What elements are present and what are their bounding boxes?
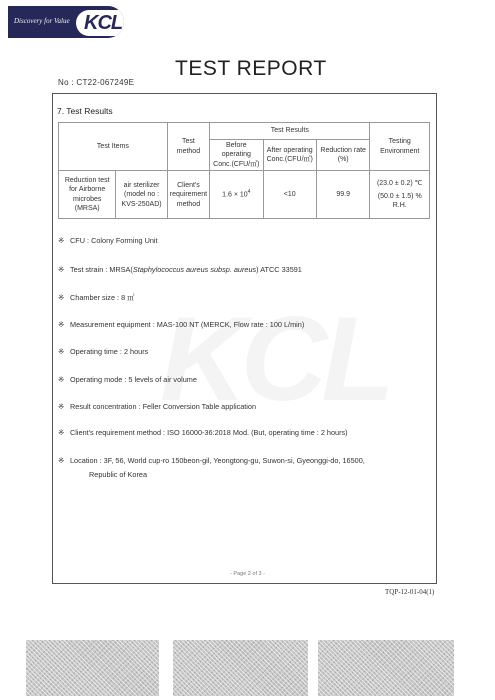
note-cfu [58, 236, 158, 245]
strain-species: Staphylococcus aureus subsp. aureus [132, 265, 257, 274]
note-bullet: ※ [58, 347, 65, 356]
cell-method: Client's requirement method [167, 171, 209, 219]
security-pattern-right [318, 640, 454, 696]
header-test-items: Test Items [59, 123, 168, 171]
note-result-concentration [58, 402, 256, 411]
report-title: TEST REPORT [175, 57, 327, 80]
logo-slogan: Discovery for Value [14, 17, 70, 25]
note-text: Operating time : 2 hours [70, 347, 149, 356]
note-bullet: ※ [58, 265, 65, 274]
note-operating-mode [58, 375, 197, 384]
note-bullet: ※ [58, 293, 65, 302]
logo-text: KCL [84, 12, 123, 34]
note-bullet: ※ [58, 456, 65, 465]
note-client-method [58, 428, 348, 437]
header-testing-environment: Testing Environment [370, 123, 430, 171]
header-before-operating: Before operating Conc.(CFU/㎥) [210, 140, 263, 171]
before-conc-base: 1.6 × 10 [222, 191, 248, 199]
note-text: Location : 3F, 56, World cup-ro 150beon-gil, Yeongtong-gu, Suwon-si, Gyeonggi-do, 16500, [70, 456, 365, 465]
note-text: Measurement equipment : MAS-100 NT (MERCK, Flow rate : 100 L/min) [70, 320, 305, 329]
note-text-line2: Republic of Korea [89, 470, 148, 479]
cell-sample: air sterilizer (model no : KVS-250AD) [116, 171, 167, 219]
note-chamber-size [58, 293, 134, 303]
note-bullet: ※ [58, 320, 65, 329]
header-test-results: Test Results [210, 123, 370, 140]
cell-environment [370, 171, 430, 219]
cell-reduction-rate: 99.9 [316, 171, 369, 219]
header-reduction-rate: Reduction rate (%) [316, 140, 369, 171]
logo-mark [76, 10, 124, 36]
cell-before-conc [210, 171, 263, 219]
env-temperature: (23.0 ± 0.2) ℃ [376, 180, 423, 188]
before-conc-exponent: 4 [247, 189, 251, 196]
note-text: Client's requirement method : ISO 16000-36:2018 Mod. (But, operating time : 2 hours) [70, 428, 348, 437]
header-after-operating: After operating Conc.(CFU/㎥) [263, 140, 316, 171]
page-number: - Page 2 of 3 - [230, 571, 265, 577]
report-number: No : CT22-067249E [58, 78, 135, 87]
note-location [58, 456, 365, 479]
note-text: Result concentration : Feller Conversion Table application [70, 402, 257, 411]
note-text: Chamber size : 8 ㎥ [70, 293, 135, 302]
note-bullet: ※ [58, 402, 65, 411]
note-bullet: ※ [58, 375, 65, 384]
note-test-strain [58, 265, 302, 274]
cell-after-conc: <10 [263, 171, 316, 219]
note-measurement-equipment [58, 320, 304, 329]
security-pattern-left [26, 640, 159, 696]
env-humidity: (50.0 ± 1.5) % R.H. [377, 192, 422, 210]
note-text: Test strain : MRSA( [70, 265, 133, 274]
security-pattern-center [173, 640, 308, 696]
header-test-method: Test method [167, 123, 209, 171]
form-code: TQP-12-01-04(1) [385, 588, 435, 596]
cell-test-item: Reduction test for Airborne microbes (MRSA) [59, 171, 116, 219]
note-bullet: ※ [58, 236, 65, 245]
test-results-table [58, 122, 430, 219]
note-text-suffix: ) ATCC 33591 [256, 265, 302, 274]
note-operating-time [58, 347, 148, 356]
note-bullet: ※ [58, 428, 65, 437]
kcl-logo [8, 6, 124, 38]
note-text: Operating mode : 5 levels of air volume [70, 375, 197, 384]
section-title: 7. Test Results [57, 106, 113, 116]
note-text: CFU : Colony Forming Unit [70, 236, 158, 245]
